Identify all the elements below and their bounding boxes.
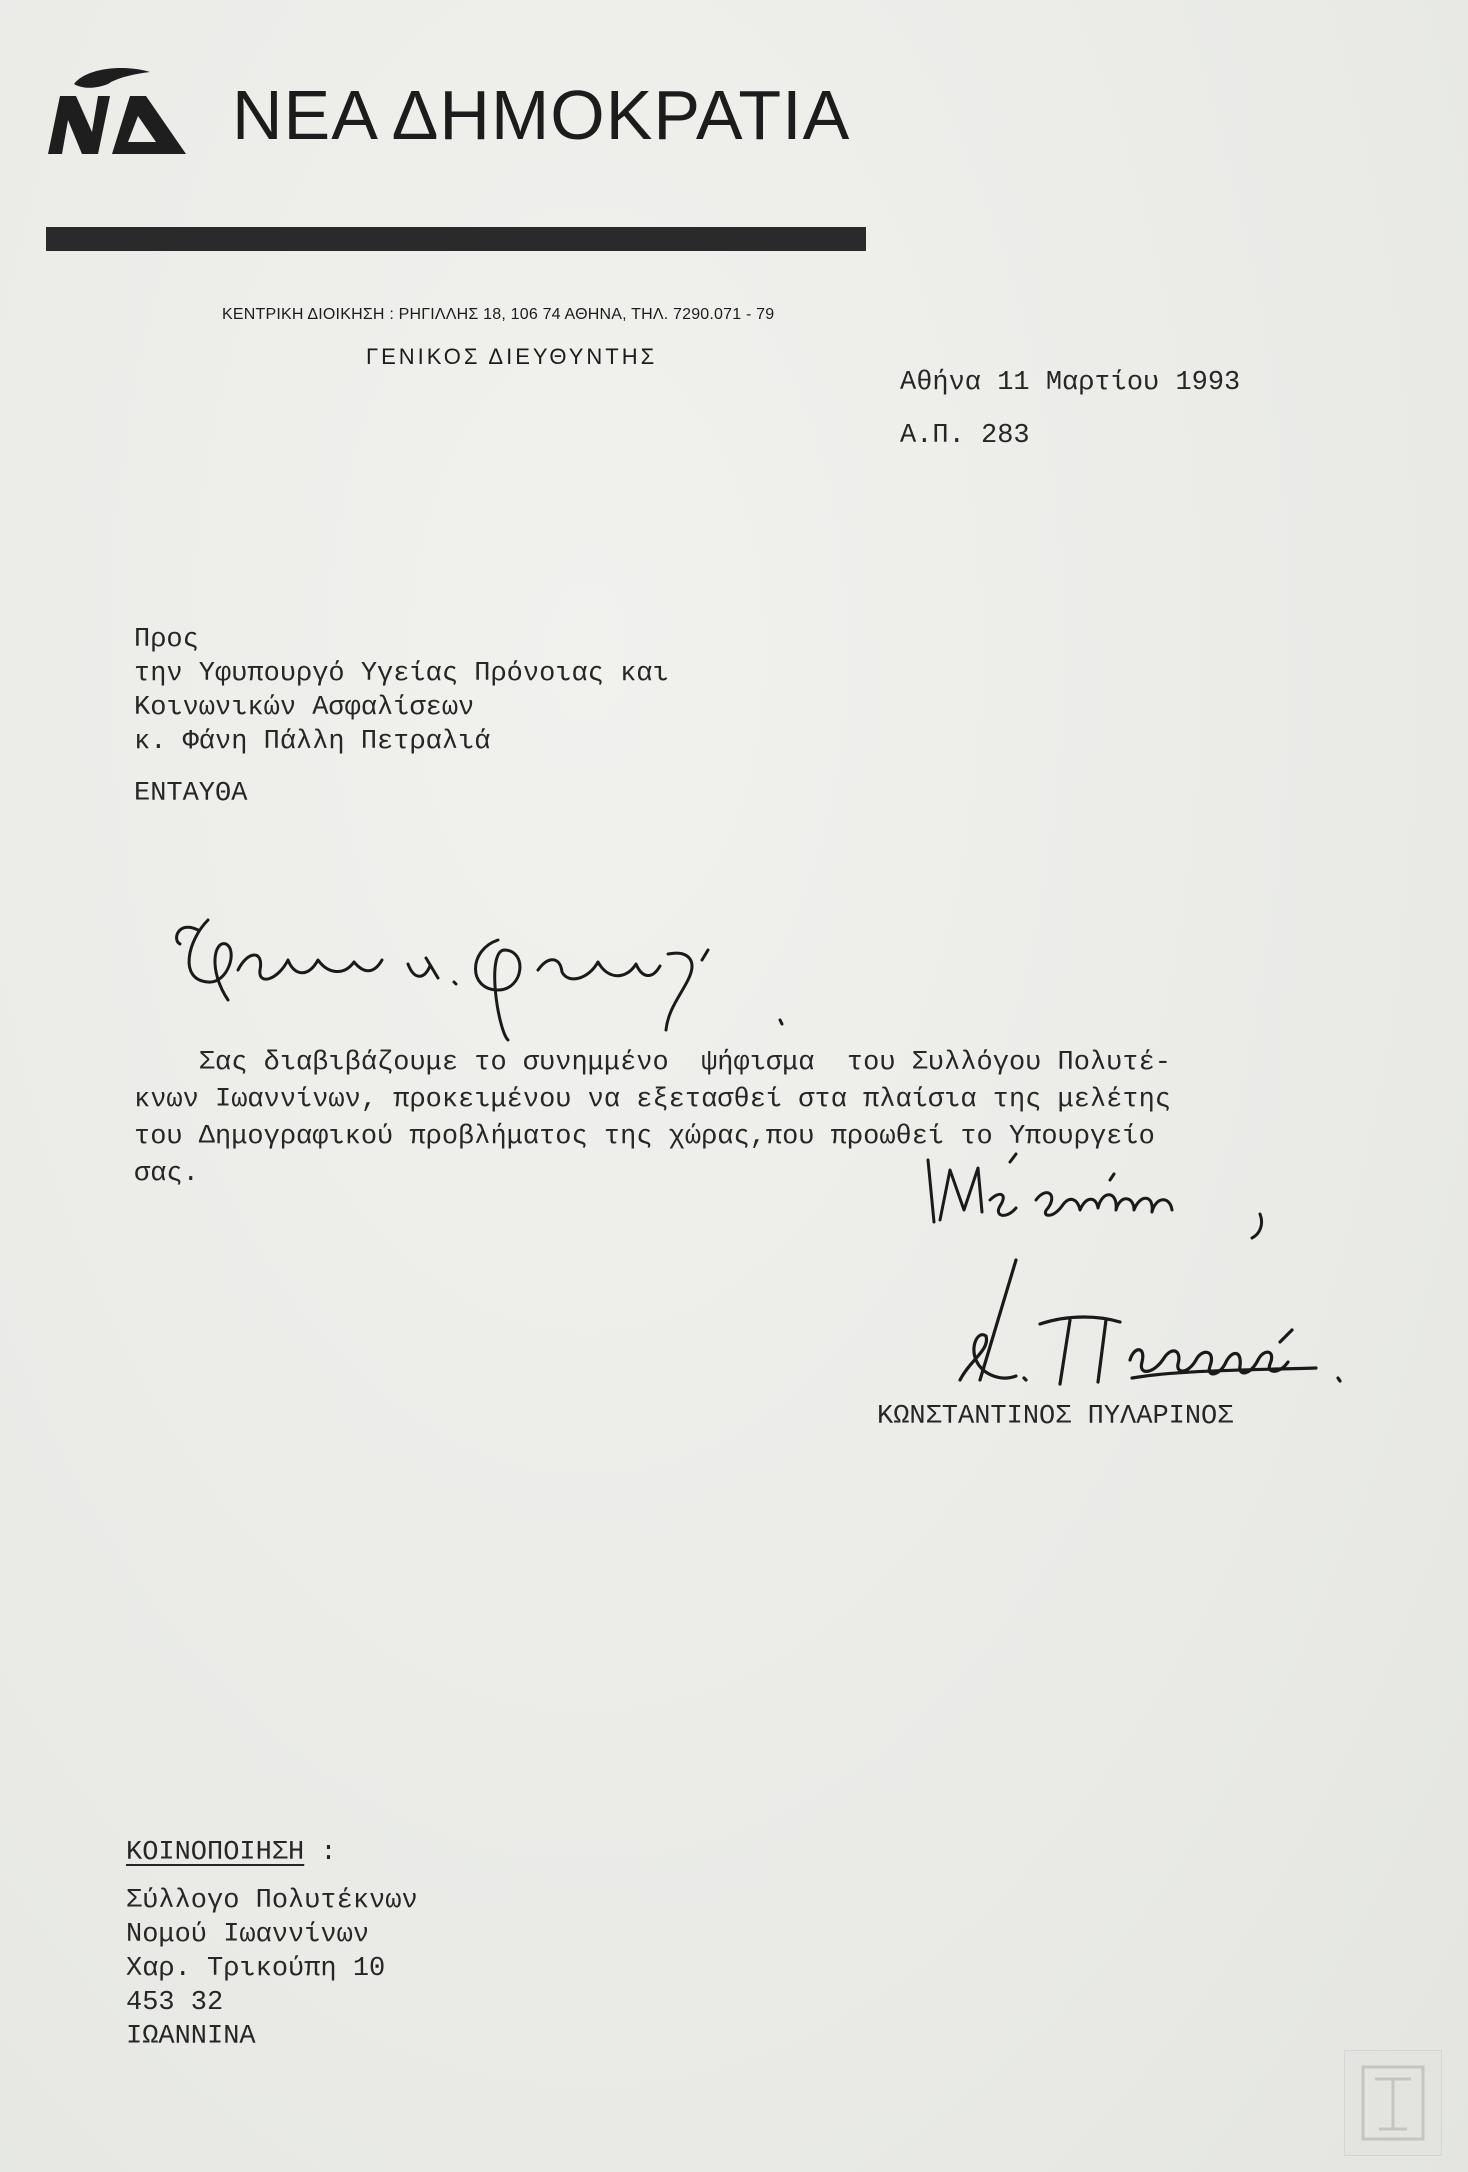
party-logo: [46, 62, 192, 158]
recipient-line: Κοινωνικών Ασφαλίσεων: [134, 693, 475, 723]
reference-number: Α.Π. 283: [900, 421, 1030, 451]
handwritten-signature: [920, 1250, 1360, 1400]
party-name: ΝΕΑ ΔΗΜΟΚΡΑΤΙΑ: [232, 76, 851, 154]
cc-title-suffix: :: [304, 1838, 337, 1868]
handwritten-salutation: [168, 900, 808, 1050]
body-line: σας.: [134, 1159, 199, 1189]
office-title: ΓΕΝΙΚΟΣ ΔΙΕΥΘΥΝΤΗΣ: [366, 344, 658, 369]
recipient-block: [134, 624, 669, 760]
cc-line: Νομού Ιωαννίνων: [126, 1920, 370, 1950]
headquarters-address: ΚΕΝΤΡΙΚΗ ΔΙΟΙΚΗΣΗ : ΡΗΓΙΛΛΗΣ 18, 106 74 ΑΘΗΝΑ, ΤΗΛ. 7290.071 - 79: [222, 306, 775, 323]
signatory-name: ΚΩΝΣΤΑΝΤΙΝΟΣ ΠΥΛΑΡΙΝΟΣ: [877, 1402, 1234, 1432]
cc-heading: [126, 1837, 418, 1871]
cc-line: ΙΩΑΝΝΙΝΑ: [126, 2022, 256, 2052]
archive-stamp-icon: [1344, 2050, 1442, 2156]
cc-title: ΚΟΙΝΟΠΟΙΗΣΗ: [126, 1838, 305, 1868]
cc-line: Χαρ. Τρικούπη 10: [126, 1954, 386, 1984]
body-line: Σας διαβιβάζουμε το συνημμένο ψήφισμα του Συλλόγου Πολυτέ-: [134, 1048, 1171, 1078]
body-line: κνων Ιωαννίνων, προκειμένου να εξετασθεί στα πλαίσια της μελέτης: [134, 1085, 1171, 1115]
recipient-location: ΕΝΤΑΥΘΑ: [134, 779, 248, 809]
cc-line: 453 32: [126, 1988, 224, 2018]
letterhead-rule: [46, 227, 866, 251]
cc-spacer: [126, 1871, 418, 1885]
body-line: του Δημογραφικού προβλήματος της χώρας,που προωθεί το Υπουργείο: [134, 1122, 1155, 1152]
cc-line: Σύλλογο Πολυτέκνων: [126, 1886, 418, 1916]
cc-block: [126, 1837, 418, 2055]
recipient-line: Προς: [134, 625, 199, 655]
recipient-line: κ. Φάνη Πάλλη Πετραλιά: [134, 727, 491, 757]
handwritten-closing: [920, 1150, 1280, 1240]
letter-date: Αθήνα 11 Μαρτίου 1993: [900, 368, 1241, 398]
recipient-line: την Υφυπουργό Υγείας Πρόνοιας και: [134, 659, 669, 689]
